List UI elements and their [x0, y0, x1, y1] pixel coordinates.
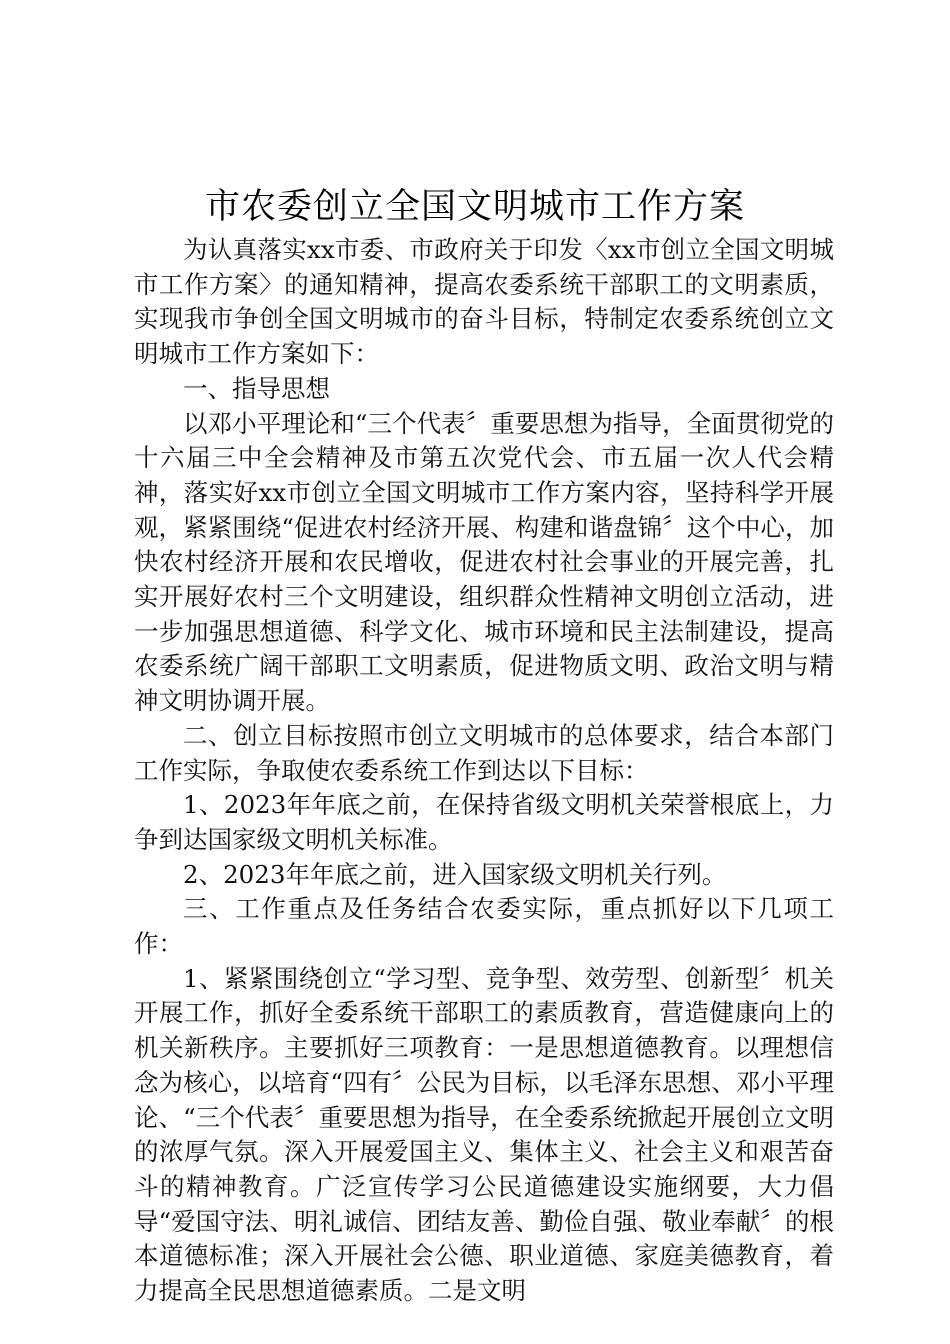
document-body	[134, 233, 834, 1309]
paragraph-guiding-ideology: 以邓小平理论和“三个代表〞重要思想为指导，全面贯彻党的十六届三中全会精神及市第五次党代会、市五届一次人代会精神，落实好xx市创立全国文明城市工作方案内容，坚持科学开展观，紧紧围绕“促进农村经济开展、构建和谐盘锦〞这个中心，加快农村经济开展和农民增收，促进农村社会事业的开展完善，扎实开展好农村三个文明建设，组织群众性精神文明创立活动，进一步加强思想道德、科学文化、城市环境和民主法制建设，提高农委系统广阔干部职工文明素质，促进物质文明、政治文明与精神文明协调开展。	[134, 408, 834, 716]
paragraph-task-1: 1、紧紧围绕创立“学习型、竞争型、效劳型、创新型〞机关开展工作，抓好全委系统干部职工的素质教育，营造健康向上的机关新秩序。主要抓好三项教育：一是思想道德教育。以理想信念为核心，以培育“四有〞公民为目标，以毛泽东思想、邓小平理论、“三个代表〞重要思想为指导，在全委系统掀起开展创立文明的浓厚气氛。深入开展爱国主义、集体主义、社会主义和艰苦奋斗的精神教育。广泛宣传学习公民道德建设实施纲要，大力倡导“爱国守法、明礼诚信、团结友善、勤俭自强、敬业奉献〞的根本道德标准；深入开展社会公德、职业道德、家庭美德教育，着力提高全民思想道德素质。二是文明	[134, 963, 834, 1306]
document-title: 市农委创立全国文明城市工作方案	[204, 187, 745, 227]
paragraph-goal-2: 2、2023年年底之前，进入国家级文明机关行列。	[183, 859, 727, 889]
paragraph-goal-1: 1、2023年年底之前，在保持省级文明机关荣誉根底上，力争到达国家级文明机关标准。	[134, 790, 834, 854]
paragraph-intro: 为认真落实xx市委、市政府关于印发〈xx市创立全国文明城市工作方案〉的通知精神，提高农委系统干部职工的文明素质，实现我市争创全国文明城市的奋斗目标，特制定农委系统创立文明城市工作方案如下：	[134, 235, 834, 369]
paragraph-work-focus: 三、工作重点及任务结合农委实际，重点抓好以下几项工作：	[134, 894, 834, 959]
section-heading-guiding-ideology: 一、指导思想	[183, 373, 330, 403]
paragraph-goals: 二、创立目标按照市创立文明城市的总体要求，结合本部门工作实际，争取使农委系统工作到达以下目标：	[134, 720, 834, 785]
